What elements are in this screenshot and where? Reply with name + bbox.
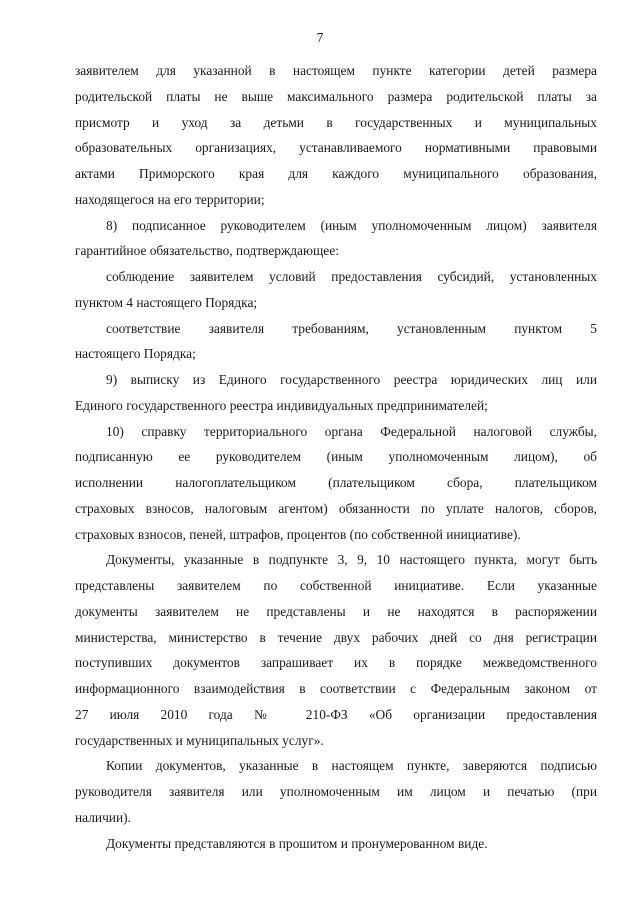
text-line: пунктом 4 настоящего Порядка; bbox=[75, 294, 258, 310]
text-line: 27 июля 2010 года № 210-ФЗ «Об организации предоставления bbox=[75, 706, 597, 722]
text-line: Единого государственного реестра индивидуальных предпринимателей; bbox=[75, 397, 488, 413]
text-line: документы заявителем не представлены и не находятся в распоряжении bbox=[75, 603, 597, 619]
text-line: Документы представляются в прошитом и пронумерованном виде. bbox=[106, 835, 488, 851]
text-line: настоящего Порядка; bbox=[75, 346, 196, 362]
text-line: актами Приморского края для каждого муниципального образования, bbox=[75, 166, 597, 181]
text-line: страховых взносов, пеней, штрафов, процентов (по собственной инициативе). bbox=[75, 526, 521, 542]
text-line: 10) справку территориального органа Федеральной налоговой службы, bbox=[106, 423, 597, 439]
text-line: 9) выписку из Единого государственного реестра юридических лиц или bbox=[106, 372, 597, 387]
text-line: подписанную ее руководителем (иным уполномоченным лицом), об bbox=[75, 449, 597, 465]
document-body bbox=[75, 58, 597, 856]
text-line: присмотр и уход за детьми в государственных и муниципальных bbox=[75, 114, 597, 130]
text-line: государственных и муниципальных услуг». bbox=[75, 732, 324, 748]
text-line: руководителя заявителя или уполномоченным им лицом и печатью (при bbox=[75, 784, 597, 799]
text-line: Копии документов, указанные в настоящем пункте, заверяются подписью bbox=[106, 758, 597, 774]
text-line: поступивших документов запрашивает их в порядке межведомственного bbox=[75, 655, 597, 671]
text-line: 8) подписанное руководителем (иным уполномоченным лицом) заявителя bbox=[106, 217, 597, 233]
text-line: соблюдение заявителем условий предоставления субсидий, установленных bbox=[106, 269, 597, 284]
page-number: 7 bbox=[316, 30, 324, 45]
text-line: Документы, указанные в подпункте 3, 9, 10 настоящего пункта, могут быть bbox=[106, 552, 597, 568]
text-line: соответствие заявителя требованиям, установленным пунктом 5 bbox=[106, 320, 597, 336]
text-line: представлены заявителем по собственной инициативе. Если указанные bbox=[75, 578, 597, 593]
text-line: министерства, министерство в течение двух рабочих дней со дня регистрации bbox=[75, 629, 597, 645]
text-line: информационного взаимодействия в соответствии с Федеральным законом от bbox=[75, 681, 597, 696]
text-line: заявителем для указанной в настоящем пункте категории детей размера bbox=[75, 63, 597, 78]
text-line: образовательных организациях, устанавливаемого нормативными правовыми bbox=[75, 140, 597, 156]
text-line: исполнении налогоплательщиком (плательщиком сбора, плательщиком bbox=[75, 475, 597, 490]
text-line: находящегося на его территории; bbox=[75, 191, 265, 207]
text-line: страховых взносов, налоговым агентом) обязанности по уплате налогов, сборов, bbox=[75, 500, 597, 516]
text-line: гарантийное обязательство, подтверждающее: bbox=[75, 243, 339, 259]
text-line: наличии). bbox=[75, 809, 131, 825]
text-line: родительской платы не выше максимального размера родительской платы за bbox=[75, 88, 597, 104]
